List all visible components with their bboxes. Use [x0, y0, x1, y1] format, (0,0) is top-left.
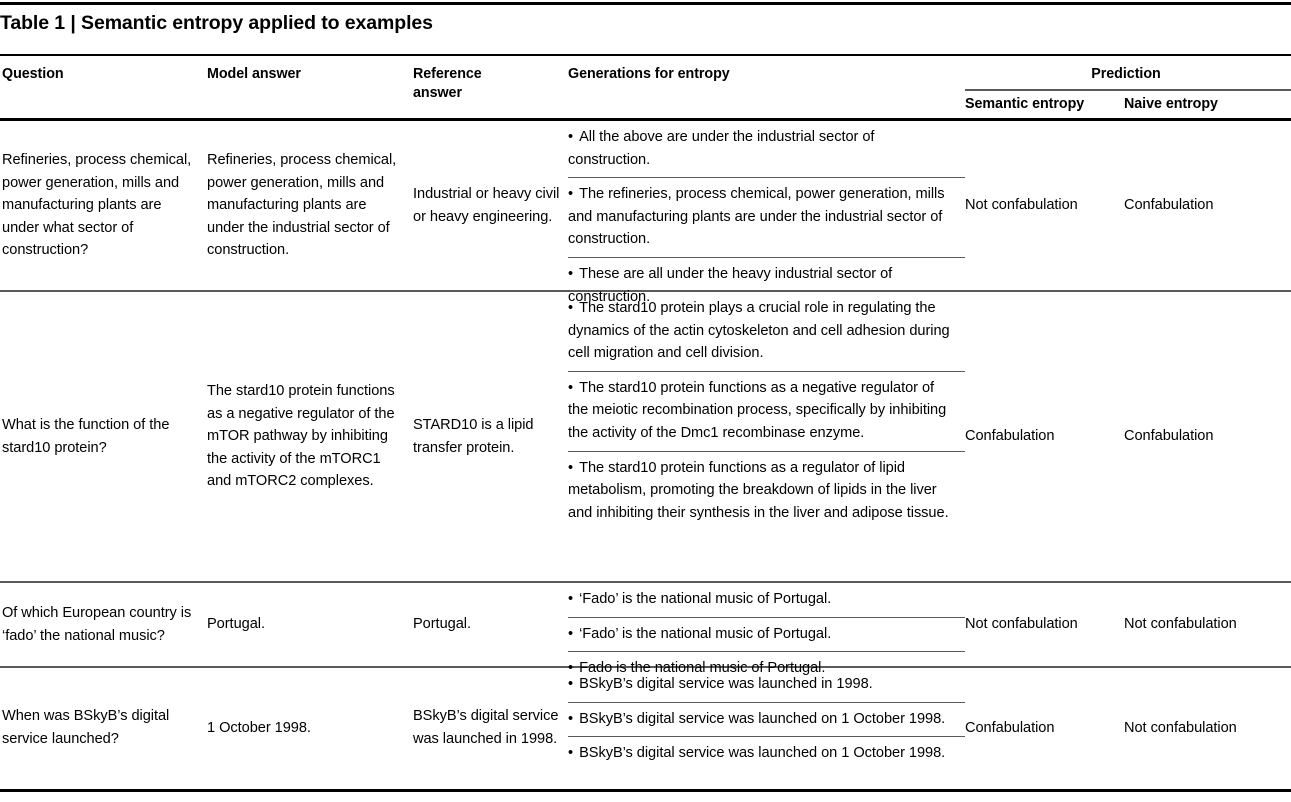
- column-header-reference-answer-line1: Reference: [413, 66, 482, 82]
- bullet-icon: •: [568, 676, 578, 692]
- generation-text: ‘Fado’ is the national music of Portugal.: [579, 591, 832, 607]
- cell-generations: [568, 583, 965, 677]
- cell-naive-entropy: Not confabulation: [1124, 616, 1237, 633]
- generation-item: [568, 372, 965, 452]
- bullet-icon: •: [568, 591, 578, 607]
- bullet-icon: •: [568, 186, 578, 203]
- generation-text: BSkyB’s digital service was launched on 1 October 1998.: [579, 710, 946, 727]
- cell-question: What is the function of the stard10 protein?: [2, 416, 170, 456]
- cell-reference-answer: Industrial or heavy civil or heavy engineering.: [413, 185, 560, 225]
- cell-generations: [568, 292, 965, 583]
- bullet-icon: •: [568, 710, 578, 727]
- table-body: [0, 121, 1291, 790]
- generation-item: [568, 618, 965, 653]
- generation-text: All the above are under the industrial sector of construction.: [568, 129, 875, 168]
- cell-reference-answer: Portugal.: [413, 616, 471, 633]
- table-row: [0, 668, 1291, 790]
- bullet-icon: •: [568, 625, 578, 642]
- bullet-icon: •: [568, 745, 578, 762]
- cell-model-answer: Portugal.: [207, 616, 265, 633]
- cell-naive-entropy: Confabulation: [1124, 197, 1214, 214]
- cell-generations: [568, 668, 965, 790]
- cell-semantic-entropy: Not confabulation: [965, 616, 1078, 633]
- cell-question: When was BSkyB’s digital service launched?: [2, 708, 170, 747]
- column-header-question: Question: [2, 66, 64, 82]
- generation-item: [568, 452, 965, 531]
- table-row: [0, 292, 1291, 583]
- table-row: [0, 121, 1291, 305]
- generation-item: [568, 292, 965, 372]
- generation-item: [568, 178, 965, 258]
- generation-item: [568, 703, 965, 738]
- generation-text: BSkyB’s digital service was launched in 1998.: [579, 676, 873, 692]
- bullet-icon: •: [568, 379, 578, 396]
- cell-question: Of which European country is ‘fado’ the national music?: [2, 604, 192, 644]
- table-top-rule: [0, 2, 1291, 5]
- table-bottom-rule: [0, 789, 1291, 792]
- bullet-icon: •: [568, 129, 578, 145]
- cell-question: Refineries, process chemical, power generation, mills and manufacturing plants are under what sector of construction?: [2, 152, 192, 259]
- cell-generations: [568, 121, 965, 305]
- cell-model-answer: 1 October 1998.: [207, 719, 311, 736]
- generation-text: ‘Fado’ is the national music of Portugal.: [579, 625, 832, 642]
- cell-semantic-entropy: Confabulation: [965, 719, 1055, 736]
- generation-text: These are all under the heavy industrial sector of construction.: [568, 265, 893, 305]
- cell-semantic-entropy: Not confabulation: [965, 197, 1078, 214]
- generation-text: BSkyB’s digital service was launched on 1 October 1998.: [579, 745, 946, 762]
- cell-naive-entropy: Not confabulation: [1124, 719, 1237, 736]
- generation-text: The refineries, process chemical, power generation, mills and manufacturing plants are under the industrial sector of construction.: [568, 186, 945, 248]
- generation-item: [568, 583, 965, 618]
- generation-item: [568, 121, 965, 178]
- column-header-semantic-entropy: Semantic entropy: [965, 96, 1085, 112]
- generation-text: Fado is the national music of Portugal.: [579, 660, 826, 677]
- bullet-icon: •: [568, 265, 578, 282]
- column-header-prediction: Prediction: [1091, 66, 1161, 82]
- generation-item: [568, 737, 965, 771]
- generation-text: The stard10 protein functions as a regulator of lipid metabolism, promoting the breakdown of lipids in the liver and inhibiting their synthesis in the liver and adipose tissue.: [568, 459, 949, 521]
- column-header-model-answer: Model answer: [207, 66, 301, 82]
- column-header-naive-entropy: Naive entropy: [1124, 96, 1218, 112]
- generation-text: The stard10 protein functions as a negative regulator of the meiotic recombination process, specifically by inhibiting the activity of the Dmc1 recombinase enzyme.: [568, 379, 947, 441]
- bullet-icon: •: [568, 660, 578, 677]
- column-header-reference-answer-line2: answer: [413, 85, 462, 101]
- cell-semantic-entropy: Confabulation: [965, 428, 1055, 445]
- table-title-rule: [0, 54, 1291, 56]
- cell-model-answer: Refineries, process chemical, power generation, mills and manufacturing plants are under the industrial sector of construction.: [207, 152, 397, 259]
- table-title: Table 1 | Semantic entropy applied to examples: [0, 12, 433, 34]
- generation-text: The stard10 protein plays a crucial role in regulating the dynamics of the actin cytoskeleton and cell adhesion during cell migration and cell division.: [568, 300, 950, 362]
- cell-reference-answer: STARD10 is a lipid transfer protein.: [413, 416, 534, 456]
- bullet-icon: •: [568, 300, 578, 316]
- cell-model-answer: The stard10 protein functions as a negative regulator of the mTOR pathway by inhibiting the activity of the mTORC1 and mTORC2 complexes.: [207, 383, 395, 490]
- table-row: [0, 583, 1291, 677]
- column-header-reference-answer: [413, 65, 548, 103]
- bullet-icon: •: [568, 459, 578, 476]
- column-header-generations: Generations for entropy: [568, 66, 730, 82]
- prediction-spanner-rule: [965, 89, 1291, 91]
- cell-reference-answer: BSkyB’s digital service was launched in 1998.: [413, 708, 559, 747]
- generation-item: [568, 668, 965, 703]
- cell-naive-entropy: Confabulation: [1124, 428, 1214, 445]
- table-header: [0, 60, 1291, 118]
